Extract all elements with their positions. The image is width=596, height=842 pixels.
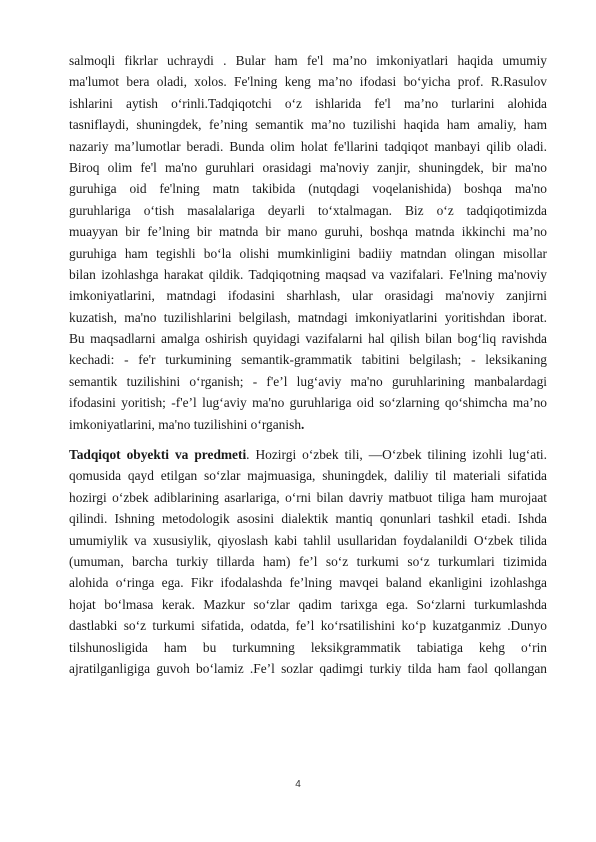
section-heading: Tadqiqot obyekti va predmeti [69,447,247,463]
last-line-text: imkoniyatlarini, ma'no tuzilishini o‘rganish [69,416,302,432]
paragraph-gap [69,435,547,444]
text-line: semantik tuzilishini o‘rganish; - f'e’l lug‘aviy ma'no guruhlarining manbalardagi [69,373,547,389]
text-line: nazariy ma’lumotlar beradi. Bunda olim holat fe'llarini tadqiqot manbayi qilib oladi. [69,138,547,154]
text-line-with-heading [69,444,547,465]
text-line: Biroq olim fe'l ma'no guruhlari orasidagi ma'noviy zanjir, shuningdek, bir ma'no [69,159,547,175]
text-line: guruhiga oid fe'lning matn takibida (nutqdagi voqelanishida) boshqa ma'no [69,181,547,197]
text-line: imkoniyatlarini, matndagi ifodasini sharhlash, ular orasidagi ma'noviy zanjirni [69,288,547,304]
text-line: ifodasini yoritish; -f'e’l lug‘aviy ma'no guruhlariga oid so‘zlarning qo‘shimcha ma’no [69,395,547,411]
text-line: tilshunosligida ham bu turkumning leksikgrammatik tabiatiga kehg o‘rin [69,639,547,655]
text-line: bilan izohlashga harakat qildik. Tadqiqotning maqsad va vazifalari. Fe'lning ma'noviy [69,266,547,282]
text-line: ma'lumot bera oladi, xolos. Fe'lning keng ma’no ifodasi bo‘yicha prof. R.Rasulov [69,74,547,90]
text-line: ajratilganligiga guvoh bo‘lamiz .Fe’l sozlar qadimgi turkiy tilda ham faol qollangan [69,660,547,676]
text-line: kechadi: - fe'r turkumining semantik-grammatik tabitini belgilash; - leksikaning [69,352,547,368]
text-line: Bu maqsadlarni amalga oshirish quyidagi vazifalarni hal qilish bilan bog‘liq ravishda [69,331,547,347]
text-line: (umuman, barcha turkiy tillarda ham) fe’l so‘z turkumi so‘z turkumlari tizimida [69,553,547,569]
text-line: ishlarini aytish o‘rinli.Tadqiqotchi o‘z ishlarida fe'l ma’no turlarini alohida [69,95,547,111]
text-line: hojat bo‘lmasa kerak. Mazkur so‘zlar qadim tarixga ega. So‘zlarni turkumlashda [69,596,547,612]
text-line: salmoqli fikrlar uchraydi . Bular ham fe'l ma’no imkoniyatlari haqida umumiy [69,53,547,68]
paragraph-2 [69,444,547,679]
text-line: qomusida qayd etilgan so‘zlar majmuasiga, shuningdek, daliliy til materiali sifatida [69,468,547,484]
text-line: qilindi. Ishning metodologik asosini dialektik mantiq qonunlari tashkil etadi. Ishda [69,511,547,527]
text-line: alohida o‘ringa ega. Fikr ifodalashda fe’lning mavqei baland ekanligini izohlashga [69,575,547,591]
last-line-period: . [301,416,305,432]
text-line: umumiylik va xususiylik, qiyoslash kabi tahlil usullaridan foydalanildi O‘zbek tilida [69,532,547,548]
heading-line-rest: . Hozirgi o‘zbek tili, —O‘zbek tilining izohli lug‘ati. [246,447,547,463]
text-line-last [69,414,547,435]
text-line: muayyan bir fe’lning bir matnda bir mano guruhi, boshqa matnda ikkinchi ma’no [69,224,547,240]
text-line: hozirgi o‘zbek adiblarining asarlariga, o‘rni bilan davriy matbuot tiliga ham murojaat [69,489,547,505]
text-line: guruhiga ham tegishli bo‘la olishi mumkinligini badiiy matndan olingan misollar [69,245,547,261]
page-number: 4 [295,779,301,790]
document-page [69,50,547,679]
text-line: dastlabki so‘z turkumi sifatida, odatda, fe’l ko‘rsatilishini ko‘p kuzatganmiz .Dunyo [69,618,547,634]
text-line: kuzatish, ma'no tuzilishlarini belgilash, matndagi imkoniyatlarini yoritishdan iborat. [69,309,547,325]
text-line: tasniflaydi, shuningdek, fe’ning semantik ma’no tuzilishi haqida ham amaliy, ham [69,117,547,133]
text-line: guruhlariga o‘tish masalalariga deyarli to‘xtalmagan. Biz o‘z tadqiqotimizda [69,202,547,218]
paragraph-1 [69,50,547,435]
